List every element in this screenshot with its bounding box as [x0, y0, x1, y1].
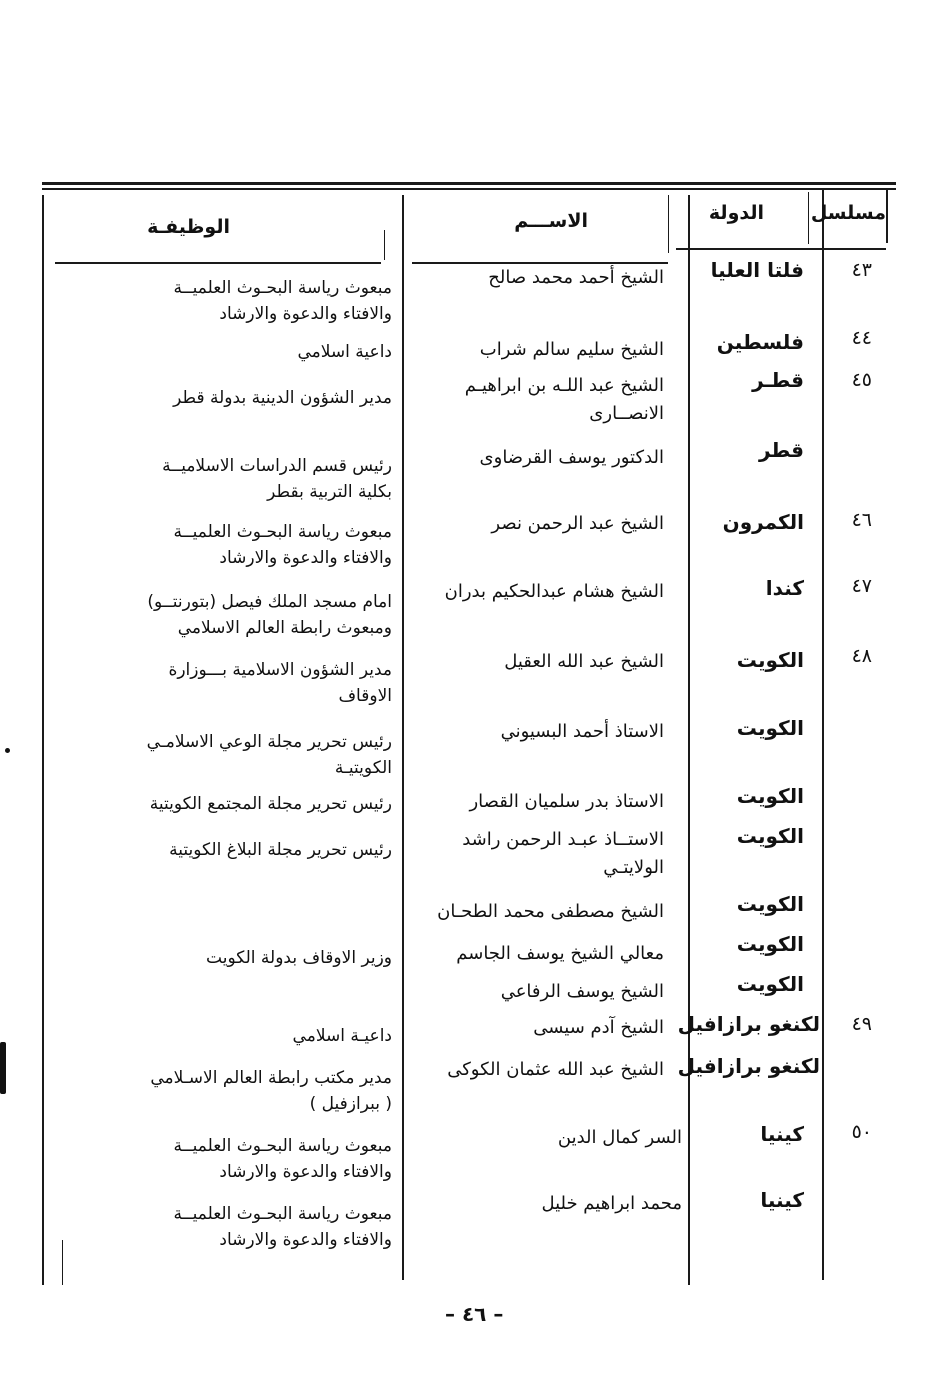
serial-cell: ٤٨	[851, 645, 872, 667]
job-cell: والافتاء والدعوة والارشاد	[219, 304, 392, 324]
job-cell: رئيس تحرير مجلة الوعي الاسلامـي	[146, 732, 392, 752]
country-cell: الكمرون	[722, 510, 804, 534]
serial-cell: ٤٣	[851, 259, 872, 281]
country-cell: لكنغو برازافيل	[677, 1054, 820, 1078]
job-cell: مبعوث رياسة البحـوث العلميــة	[173, 278, 392, 298]
serial-cell: ٤٩	[851, 1013, 872, 1035]
table-row	[0, 712, 932, 778]
page-number: – ٤٦ –	[445, 1302, 504, 1326]
table-row	[0, 930, 932, 968]
table-row	[0, 572, 932, 638]
column-divider	[886, 188, 888, 243]
country-cell: كينيا	[760, 1188, 804, 1212]
job-cell: رئيس تحرير مجلة المجتمع الكويتية	[149, 794, 392, 814]
job-cell: والافتاء والدعوة والارشاد	[219, 548, 392, 568]
job-cell: الاوقاف	[338, 686, 392, 706]
serial-cell: ٤٧	[851, 575, 872, 597]
name-cell: الشيخ سليم سالم شراب	[479, 339, 664, 360]
name-cell: الشيخ أحمد محمد صالح	[488, 267, 664, 288]
table-row	[0, 256, 932, 324]
serial-cell: ٤٦	[851, 509, 872, 531]
job-cell: امام مسجد الملك فيصل (بتورنتــو)	[147, 592, 392, 612]
job-cell: وزير الاوقاف بدولة الكويت	[206, 948, 392, 968]
header-country: الدولة	[708, 202, 764, 224]
country-cell: الكويت	[736, 784, 804, 808]
name-cell: الشيخ عبد الرحمن نصر	[491, 513, 664, 534]
table-row	[0, 436, 932, 502]
job-cell: داعيـة اسلامي	[292, 1026, 392, 1046]
country-cell: الكويت	[736, 648, 804, 672]
name-cell: الشيخ عبد اللـه بن ابراهيـم	[464, 375, 664, 396]
job-cell: مدير الشؤون الدينية بدولة قطر	[173, 388, 392, 408]
table-row	[0, 820, 932, 878]
table-row	[0, 890, 932, 922]
serial-cell: ٥٠	[851, 1121, 872, 1143]
job-cell: داعية اسلامي	[297, 342, 392, 362]
table-row	[0, 642, 932, 706]
job-cell: ومبعوث رابطة العالم الاسلامي	[177, 618, 392, 638]
country-cell: الكويت	[736, 932, 804, 956]
table-top-border-inner	[42, 188, 896, 190]
job-cell: مبعوث رياسة البحـوث العلميــة	[173, 522, 392, 542]
name-cell: الشيخ هشام عبدالحكيم بدران	[444, 581, 664, 602]
column-divider	[62, 1240, 63, 1285]
country-cell: كندا	[765, 576, 804, 600]
name-cell: الشيخ يوسف الرفاعي	[500, 981, 664, 1002]
header-job: الوظيفـة	[147, 216, 230, 238]
column-divider	[668, 195, 669, 253]
table-row	[0, 1010, 932, 1046]
job-cell: بكلية التربية بقطر	[267, 482, 392, 502]
country-cell: لكنغو برازافيل	[677, 1012, 820, 1036]
table-row	[0, 324, 932, 362]
header-underline-country	[676, 248, 886, 250]
job-cell: والافتاء والدعوة والارشاد	[219, 1230, 392, 1250]
table-row	[0, 506, 932, 568]
table-row	[0, 1184, 932, 1250]
table-row	[0, 1118, 932, 1182]
margin-ink-mark	[0, 1042, 6, 1094]
job-cell: مدير الشؤون الاسلامية بـــوزارة	[168, 660, 392, 680]
name-cell: معالي الشيخ يوسف الجاسم	[456, 943, 664, 964]
job-cell: والافتاء والدعوة والارشاد	[219, 1162, 392, 1182]
margin-ink-dot	[5, 748, 10, 753]
table-row	[0, 366, 932, 424]
name-cell: محمد ابراهيم خليل	[541, 1193, 682, 1214]
table-row	[0, 1052, 932, 1114]
job-cell: الكويتيـة	[334, 758, 392, 778]
job-cell: رئيس قسم الدراسات الاسلاميــة	[162, 456, 392, 476]
name-cell: السر كمال الدين	[557, 1127, 682, 1148]
table-row	[0, 970, 932, 1002]
job-cell: مبعوث رياسة البحـوث العلميــة	[173, 1204, 392, 1224]
country-cell: قطـر	[752, 368, 804, 392]
country-cell: الكويت	[736, 892, 804, 916]
country-cell: كينيا	[760, 1122, 804, 1146]
column-divider	[808, 192, 809, 244]
country-cell: فلسطين	[716, 330, 804, 354]
header-name: الاســـم	[514, 210, 588, 232]
name-cell: الشيخ عبد الله عثمان الكوكى	[447, 1059, 664, 1080]
country-cell: الكويت	[736, 716, 804, 740]
column-divider	[822, 190, 824, 1280]
table-row	[0, 782, 932, 814]
name-cell: الولايتـي	[603, 857, 664, 878]
table-top-border	[42, 182, 896, 185]
job-cell: مدير مكتب رابطة العالم الاسـلامي	[150, 1068, 392, 1088]
name-cell: الشيخ آدم سيسى	[533, 1017, 664, 1038]
name-cell: الشيخ مصطفى محمد الطحـان	[437, 901, 664, 922]
country-cell: الكويت	[736, 824, 804, 848]
country-cell: الكويت	[736, 972, 804, 996]
name-cell: الاستاذ أحمد البسيوني	[500, 721, 664, 742]
name-cell: الانصــارى	[589, 403, 664, 424]
header-serial: مسلسل	[810, 202, 886, 224]
name-cell: الاستاذ بدر سلميان القصار	[469, 791, 664, 812]
serial-cell: ٤٥	[851, 369, 872, 391]
job-cell: ( ببرازفيل )	[309, 1094, 392, 1114]
job-cell: مبعوث رياسة البحـوث العلميــة	[173, 1136, 392, 1156]
name-cell: الاستــاذ عبـد الرحمن راشد	[462, 829, 664, 850]
name-cell: الشيخ عبد الله العقيل	[504, 651, 664, 672]
country-cell: قطر	[758, 438, 804, 462]
serial-cell: ٤٤	[851, 327, 872, 349]
name-cell: الدكتور يوسف القرضاوى	[479, 447, 664, 468]
country-cell: فلتا العليا	[710, 258, 804, 282]
job-cell: رئيس تحرير مجلة البلاغ الكويتية	[169, 840, 392, 860]
